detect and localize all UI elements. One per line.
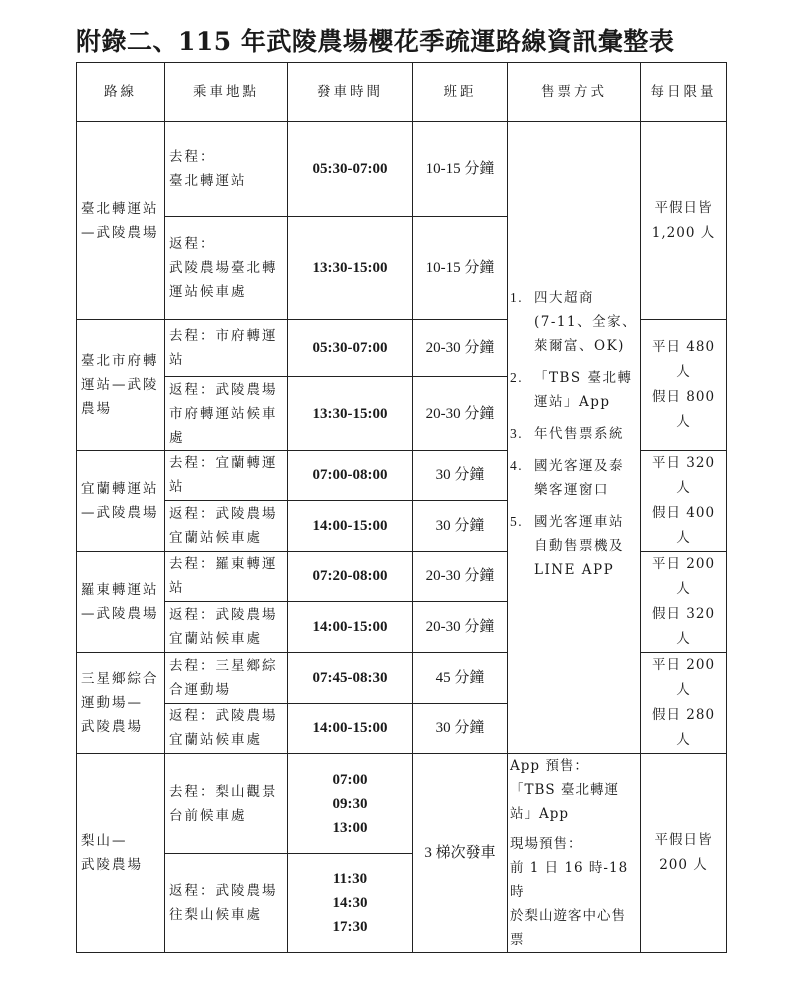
departure-time: 14:00-15:00 (288, 601, 413, 652)
boarding-location (165, 500, 288, 551)
location-line: 宜蘭站候車處 (169, 529, 262, 546)
boarding-location (165, 653, 288, 704)
ticketing-methods (508, 122, 641, 754)
ticketing-methods (508, 754, 641, 953)
departure-time: 13:00 (332, 819, 368, 836)
route-name (77, 754, 165, 953)
location-line: 去程：三星鄉綜 (169, 657, 278, 674)
item-number: 2. (510, 369, 524, 385)
limit-line: 假日 280 人 (651, 707, 716, 748)
route-name-line: 臺北市府轉 (81, 353, 159, 369)
departure-times (288, 854, 413, 953)
location-line: 合運動場 (169, 681, 231, 698)
item-number: 5. (510, 513, 524, 529)
limit-line: 平日 200 人 (651, 657, 716, 698)
departure-time: 11:30 (332, 871, 368, 888)
location-line: 返程：武陵農場 (169, 883, 278, 900)
route-name-line: —武陵農場 (81, 505, 159, 521)
location-line: 臺北轉運站 (169, 173, 247, 189)
header-daily-limit: 每日限量 (641, 63, 727, 122)
location-line: 台前候車處 (169, 807, 247, 824)
route-name-line: 宜蘭轉運站 (81, 481, 159, 497)
interval: 20-30 分鐘 (413, 601, 508, 652)
sale-line: 於梨山遊客中心售 (510, 908, 626, 924)
daily-limit (641, 451, 727, 552)
location-line: 去程：梨山觀景 (169, 783, 278, 800)
route-name-line: 武陵農場 (81, 719, 143, 735)
location-line: 去程：宜蘭轉運 (169, 455, 278, 472)
route-name (77, 320, 165, 451)
interval: 30 分鐘 (413, 703, 508, 754)
location-line: 站 (169, 580, 185, 597)
interval: 20-30 分鐘 (413, 320, 508, 377)
location-line: 去程： (169, 149, 216, 165)
boarding-location (165, 122, 288, 217)
route-name-line: —武陵農場 (81, 606, 159, 622)
header-departure-time: 發車時間 (288, 63, 413, 122)
interval: 10-15 分鐘 (413, 217, 508, 320)
route-name-line: 梨山— (81, 833, 128, 849)
limit-line: 1,200 人 (651, 224, 716, 241)
departure-time: 07:00 (332, 771, 368, 788)
boarding-location (165, 703, 288, 754)
departure-time: 14:30 (332, 895, 368, 912)
location-line: 去程：市府轉運 (169, 328, 278, 344)
route-name-line: 運站—武陵 (81, 377, 159, 393)
ticketing-item (510, 454, 638, 502)
departure-time: 07:20-08:00 (288, 552, 413, 602)
route-name-line: 農場 (81, 401, 112, 417)
boarding-location (165, 552, 288, 602)
daily-limit (641, 552, 727, 653)
daily-limit (641, 122, 727, 320)
sale-line: 「TBS 臺北轉運 (510, 782, 619, 798)
boarding-location (165, 451, 288, 501)
interval: 10-15 分鐘 (413, 122, 508, 217)
departure-time: 13:30-15:00 (288, 217, 413, 320)
item-line: 樂客運窗口 (534, 481, 609, 498)
table-row (77, 122, 727, 217)
boarding-location (165, 377, 288, 451)
departure-time: 07:45-08:30 (288, 653, 413, 704)
limit-line: 200 人 (659, 857, 708, 873)
item-line: 「TBS 臺北轉 (534, 369, 633, 386)
daily-limit (641, 754, 727, 953)
location-line: 武陵農場臺北轉 (169, 260, 278, 276)
ticketing-item (510, 366, 638, 414)
departure-time: 09:30 (332, 795, 368, 812)
route-name (77, 653, 165, 754)
route-name-line: 臺北轉運站 (81, 200, 159, 217)
location-line: 站 (169, 479, 185, 496)
interval: 20-30 分鐘 (413, 552, 508, 602)
limit-line: 平假日皆 (654, 199, 713, 216)
limit-line: 假日 400 人 (651, 505, 716, 546)
item-line: LINE APP (534, 561, 615, 578)
departure-time: 05:30-07:00 (288, 122, 413, 217)
sale-line: 前 1 日 16 時-18 時 (510, 860, 629, 900)
location-line: 運站候車處 (169, 284, 247, 300)
route-name-line: —武陵農場 (81, 224, 159, 241)
ticketing-item (510, 510, 638, 582)
location-line: 返程：武陵農場 (169, 505, 278, 522)
interval: 30 分鐘 (413, 451, 508, 501)
page-title: 附錄二、115 年武陵農場櫻花季疏運路線資訊彙整表 (76, 27, 675, 56)
sale-line: App 預售： (510, 758, 589, 774)
boarding-location (165, 320, 288, 377)
location-line: 返程：武陵農場 (169, 708, 278, 725)
item-line: 國光客運車站 (534, 513, 624, 530)
route-name-line: 三星鄉綜合 (81, 671, 159, 687)
ticketing-item (510, 422, 638, 446)
shuttle-route-table (76, 62, 727, 953)
header-route: 路線 (77, 63, 165, 122)
limit-line: 平日 320 人 (651, 455, 716, 496)
location-line: 去程：羅東轉運 (169, 556, 278, 573)
location-line: 處 (169, 429, 185, 446)
item-line: 自動售票機及 (534, 537, 624, 554)
route-name-line: 武陵農場 (81, 857, 143, 873)
departure-time: 17:30 (332, 919, 368, 936)
location-line: 往梨山候車處 (169, 907, 262, 924)
limit-line: 平假日皆 (654, 832, 713, 848)
header-ticketing: 售票方式 (508, 63, 641, 122)
departure-times (288, 754, 413, 854)
boarding-location (165, 754, 288, 854)
location-line: 返程：武陵農場 (169, 606, 278, 623)
interval: 45 分鐘 (413, 653, 508, 704)
boarding-location (165, 601, 288, 652)
limit-line: 假日 800 人 (651, 389, 716, 430)
location-line: 市府轉運站候車 (169, 405, 278, 422)
header-interval: 班距 (413, 63, 508, 122)
table-row (77, 754, 727, 854)
route-name (77, 552, 165, 653)
item-number: 4. (510, 457, 524, 473)
ticketing-item (510, 286, 638, 358)
interval: 3 梯次發車 (413, 754, 508, 953)
boarding-location (165, 217, 288, 320)
item-line: 運站」App (534, 393, 611, 410)
boarding-location (165, 854, 288, 953)
sale-line: 票 (510, 932, 525, 948)
limit-line: 平日 480 人 (651, 339, 716, 380)
departure-time: 05:30-07:00 (288, 320, 413, 377)
route-name (77, 451, 165, 552)
limit-line: 假日 320 人 (651, 606, 716, 647)
location-line: 宜蘭站候車處 (169, 630, 262, 647)
route-name-line: 運動場— (81, 695, 143, 711)
location-line: 站 (169, 352, 185, 368)
item-line: 國光客運及泰 (534, 457, 624, 474)
location-line: 宜蘭站候車處 (169, 732, 262, 749)
limit-line: 平日 200 人 (651, 556, 716, 597)
table-header-row (77, 63, 727, 122)
daily-limit (641, 653, 727, 754)
interval: 20-30 分鐘 (413, 377, 508, 451)
header-location: 乘車地點 (165, 63, 288, 122)
item-line: 四大超商 (534, 289, 594, 306)
route-name (77, 122, 165, 320)
departure-time: 07:00-08:00 (288, 451, 413, 501)
item-number: 1. (510, 289, 524, 305)
sale-line: 站」App (510, 806, 570, 822)
daily-limit (641, 320, 727, 451)
item-line: (7-11、全家、 (534, 313, 638, 330)
item-line: 萊爾富、OK) (534, 337, 625, 354)
ticketing-list (510, 286, 638, 582)
location-line: 返程：武陵農場 (169, 381, 278, 398)
route-name-line: 羅東轉運站 (81, 582, 159, 598)
departure-time: 13:30-15:00 (288, 377, 413, 451)
departure-time: 14:00-15:00 (288, 703, 413, 754)
departure-time: 14:00-15:00 (288, 500, 413, 551)
interval: 30 分鐘 (413, 500, 508, 551)
item-line: 年代售票系統 (534, 425, 624, 442)
item-number: 3. (510, 425, 524, 441)
location-line: 返程： (169, 236, 216, 252)
sale-line: 現場預售： (510, 836, 583, 852)
